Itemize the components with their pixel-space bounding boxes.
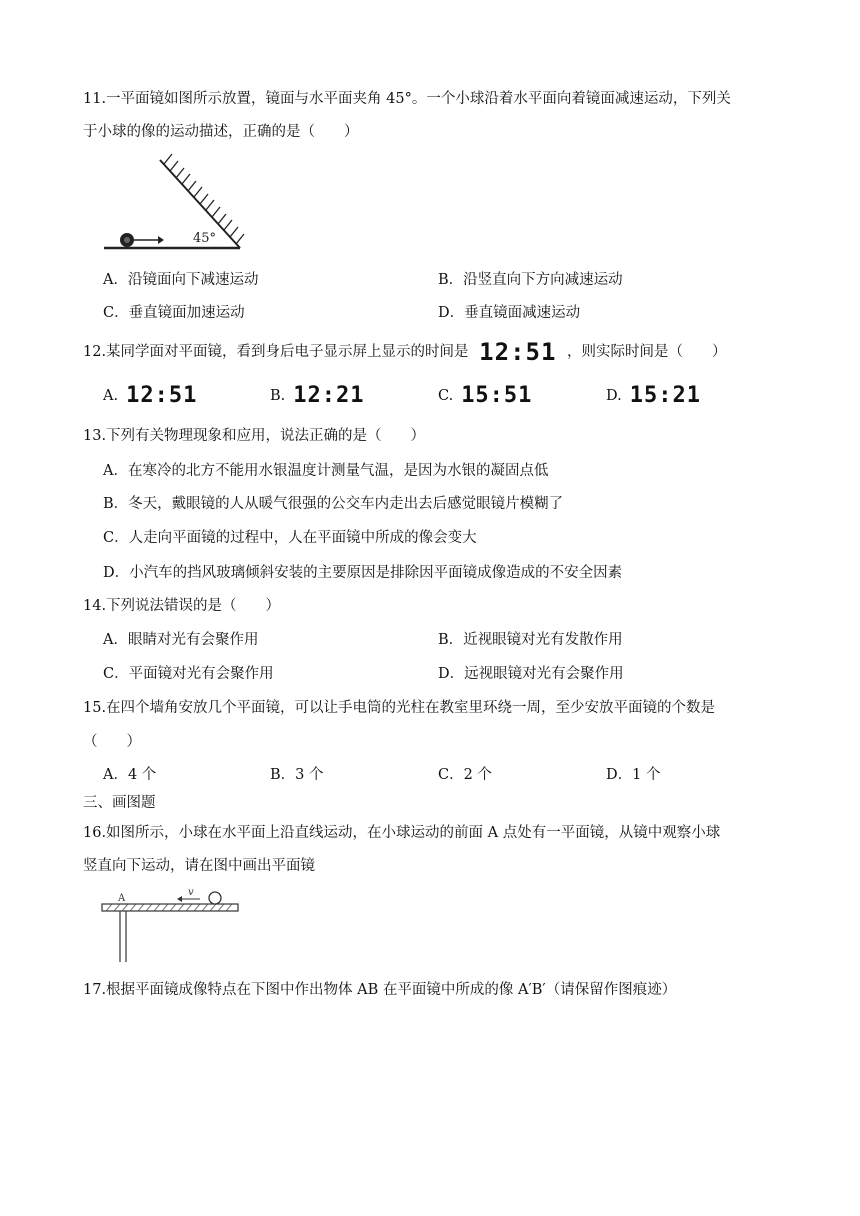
q11-option-d[interactable]: D．垂直镜面减速运动: [438, 305, 581, 321]
point-a-label: A: [118, 893, 126, 904]
q12-option-b-label: B.: [270, 388, 286, 404]
q11-option-b[interactable]: B．沿竖直向下方向减速运动: [438, 272, 623, 288]
q13-option-a[interactable]: A．在寒冷的北方不能用水银温度计测量气温，是因为水银的凝固点低: [103, 463, 549, 479]
q12-option-d[interactable]: [606, 383, 701, 408]
q13-option-c[interactable]: C．人走向平面镜的过程中，人在平面镜中所成的像会变大: [103, 530, 477, 546]
q14-option-c[interactable]: C．平面镜对光有会聚作用: [103, 666, 274, 682]
velocity-label: v: [188, 888, 194, 898]
q16-figure: [100, 888, 242, 964]
q16-stem-line2: 竖直向下运动，请在图中画出平面镜: [83, 858, 315, 874]
q12-option-c[interactable]: [438, 383, 533, 408]
q15-option-b[interactable]: B．3 个: [270, 767, 324, 783]
q14-stem: 14.下列说法错误的是（ ）: [83, 598, 281, 614]
q17-stem: 17.根据平面镜成像特点在下图中作出物体 AB 在平面镜中所成的像 A′B′（请保留作图痕迹）: [83, 982, 677, 998]
q11-stem-line2: 于小球的像的运动描述，正确的是（ ）: [83, 124, 359, 140]
q16-stem-line1: 16.如图所示，小球在水平面上沿直线运动，在小球运动的前面 A 点处有一平面镜，从镜中观察小球: [83, 825, 721, 841]
q11-option-a[interactable]: A．沿镜面向下减速运动: [103, 272, 259, 288]
q15-option-c[interactable]: C．2 个: [438, 767, 492, 783]
q15-option-d[interactable]: D．1 个: [606, 767, 661, 783]
q13-option-b[interactable]: B．冬天，戴眼镜的人从暖气很强的公交车内走出去后感觉眼镜片模糊了: [103, 496, 564, 512]
q12-stem-after: ，则实际时间是（ ）: [567, 344, 727, 360]
q12-option-b-clock: 12:21: [293, 383, 365, 408]
q12-option-a[interactable]: [103, 383, 198, 408]
q15-stem-line2: （ ）: [83, 734, 141, 750]
q12-clock-display: 12:51: [479, 338, 557, 366]
q12-option-a-label: A.: [103, 388, 119, 404]
q14-option-a[interactable]: A．眼睛对光有会聚作用: [103, 632, 259, 648]
q12-option-c-label: C.: [438, 388, 454, 404]
q12-option-d-clock: 15:21: [629, 383, 701, 408]
section-heading-drawing: 三、画图题: [83, 795, 156, 811]
q12-stem-before: 12.某同学面对平面镜，看到身后电子显示屏上显示的时间是: [83, 344, 469, 360]
angle-label: 45°: [193, 231, 217, 246]
q11-mirror-figure: [100, 152, 250, 254]
q12-option-b[interactable]: [270, 383, 365, 408]
q14-option-d[interactable]: D．远视眼镜对光有会聚作用: [438, 666, 624, 682]
q15-stem-line1: 15.在四个墙角安放几个平面镜，可以让手电筒的光柱在教室里环绕一周，至少安放平面镜的个数是: [83, 700, 716, 716]
q14-option-b[interactable]: B．近视眼镜对光有发散作用: [438, 632, 623, 648]
q11-stem-line1: 11.一平面镜如图所示放置，镜面与水平面夹角 45°。一个小球沿着水平面向着镜面减速运动，下列关: [83, 91, 731, 107]
q11-option-c[interactable]: C．垂直镜面加速运动: [103, 305, 245, 321]
q13-stem: 13.下列有关物理现象和应用，说法正确的是（ ）: [83, 428, 426, 444]
q12-option-d-label: D.: [606, 388, 622, 404]
q15-option-a[interactable]: A．4 个: [103, 767, 157, 783]
q12-stem: [83, 338, 727, 366]
q12-option-c-clock: 15:51: [461, 383, 533, 408]
q12-option-a-clock: 12:51: [126, 383, 198, 408]
ball: [209, 892, 221, 904]
q13-option-d[interactable]: D．小汽车的挡风玻璃倾斜安装的主要原因是排除因平面镜成像造成的不安全因素: [103, 565, 623, 581]
